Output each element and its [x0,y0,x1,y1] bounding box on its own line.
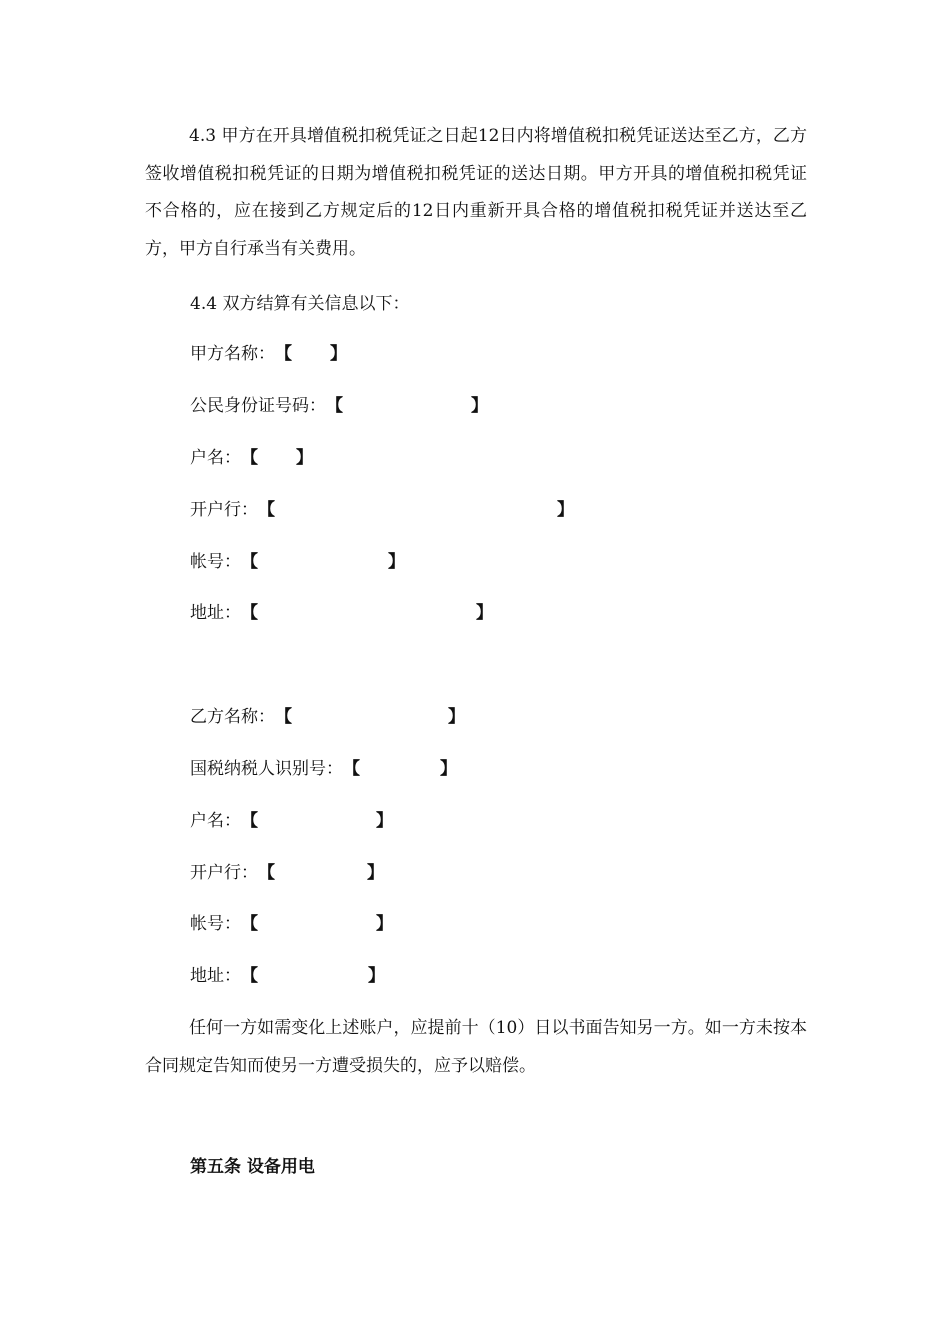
field-label: 帐号： [190,914,241,934]
field-label: 开户行： [190,863,258,883]
field-label: 甲方名称： [190,344,275,364]
bracket-open: 【 [241,603,258,623]
party-a-address-row [190,601,493,625]
bracket-open: 【 [241,914,258,934]
bracket-close: 】 [476,603,493,623]
field-label: 乙方名称： [190,707,275,727]
party-b-tax-id-row [190,757,457,781]
bracket-close: 】 [376,811,393,831]
bracket-open: 【 [241,966,258,986]
bracket-close: 】 [557,500,574,520]
field-label: 户名： [190,811,241,831]
clause-4-4: 4.4 双方结算有关信息以下： [190,294,410,314]
section-5-title: 第五条 设备用电 [190,1157,315,1177]
party-a-account-no-row [190,550,405,574]
field-label: 户名： [190,448,241,468]
bracket-close: 】 [296,448,313,468]
bracket-close: 】 [368,966,385,986]
bracket-open: 【 [258,863,275,883]
party-a-id-row [190,394,488,418]
party-b-name-row [190,705,465,729]
party-b-bank-row [190,861,384,885]
party-a-account-name-row [190,446,313,470]
clause-4-3: 4.3 甲方在开具增值税扣税凭证之日起12日内将增值税扣税凭证送达至乙方，乙方签收增值税扣税凭证的日期为增值税扣税凭证的送达日期。甲方开具的增值税扣税凭证不合格的，应在接到乙方规定后的12日内重新开具合格的增值税扣税凭证并送达至乙方，甲方自行承当有关费用。 [145,126,807,259]
bracket-close: 】 [367,863,384,883]
field-label: 帐号： [190,552,241,572]
party-b-address-row [190,964,385,988]
party-a-bank-row [190,498,574,522]
account-change-notice: 任何一方如需变化上述账户，应提前十（10）日以书面告知另一方。如一方未按本合同规定告知而使另一方遭受损失的，应予以赔偿。 [145,1018,807,1076]
field-label: 地址： [190,603,241,623]
bracket-close: 】 [388,552,405,572]
field-label: 地址： [190,966,241,986]
bracket-open: 【 [258,500,275,520]
field-label: 国税纳税人识别号： [190,759,343,779]
bracket-open: 【 [275,707,292,727]
bracket-close: 】 [471,396,488,416]
bracket-close: 】 [376,914,393,934]
bracket-close: 】 [440,759,457,779]
party-b-account-no-row [190,912,393,936]
bracket-open: 【 [241,552,258,572]
bracket-close: 】 [330,344,347,364]
party-b-account-name-row [190,809,393,833]
party-a-name-row [190,342,347,366]
bracket-open: 【 [275,344,292,364]
bracket-close: 】 [448,707,465,727]
bracket-open: 【 [241,811,258,831]
bracket-open: 【 [343,759,360,779]
bracket-open: 【 [241,448,258,468]
field-label: 开户行： [190,500,258,520]
bracket-open: 【 [326,396,343,416]
field-label: 公民身份证号码： [190,396,326,416]
